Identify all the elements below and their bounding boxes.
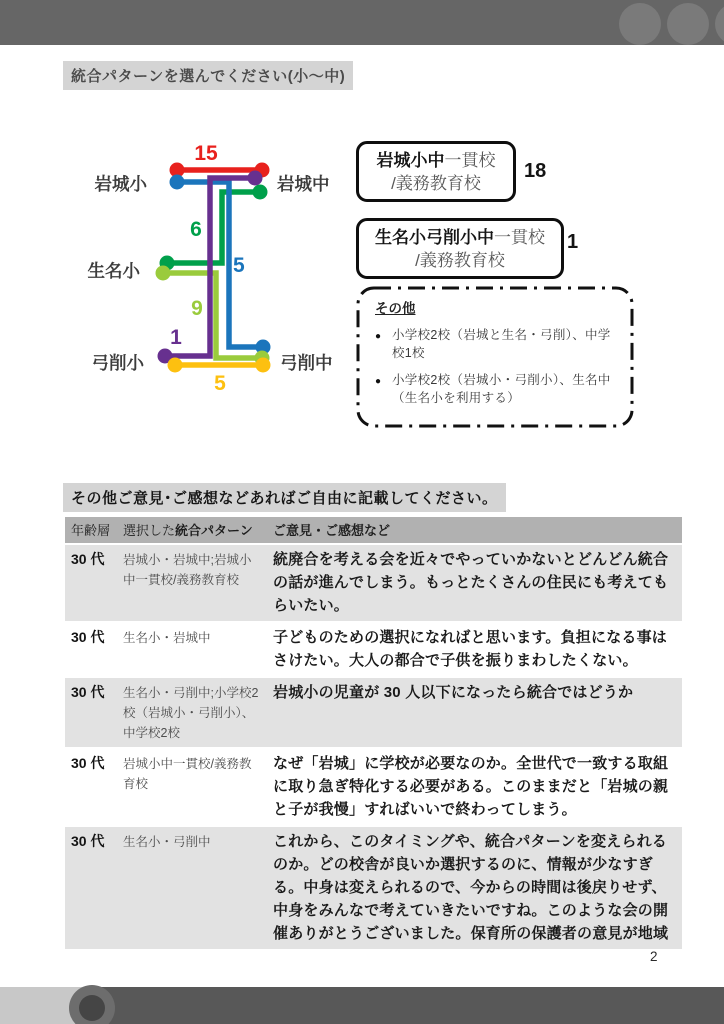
- cell-pattern: 岩城小・岩城中;岩城小中一貫校/義務教育校: [123, 553, 252, 587]
- other-title: その他: [375, 301, 416, 316]
- circle-decoration: [715, 3, 724, 45]
- other-item-text: 小学校2校（岩城と生名・弓削）、中学校1校: [392, 328, 611, 360]
- cell-age: 30 代: [71, 629, 105, 645]
- other-item-text: 小学校2校（岩城小・弓削小）、生名中（生名小を利用する）: [392, 373, 611, 405]
- cell-comment: 岩城小の児童が 30 人以下になったら統合ではどうか: [273, 684, 634, 701]
- other-options-box: [354, 284, 636, 430]
- node-label-yugesho: 弓削小: [91, 353, 144, 373]
- node-label-yugechu: 弓削中: [280, 353, 333, 373]
- node-dot: [170, 175, 185, 190]
- edge-ikinasho-iwagichu: [167, 192, 260, 263]
- table-row: [65, 749, 682, 825]
- cell-pattern: 生名小・岩城中: [123, 631, 211, 645]
- header-pattern: 選択した統合パターン: [123, 523, 253, 538]
- edge-count: 5: [214, 372, 226, 395]
- edge-count: 15: [194, 142, 218, 165]
- section-title-pattern: 統合パターンを選んでください(小～中): [63, 61, 353, 90]
- integration-pattern-diagram: [0, 0, 360, 410]
- option-count-ikina-yuge: 1: [567, 231, 579, 253]
- option-label: 生名小弓削小中一貫校: [375, 228, 545, 247]
- other-options-content: [375, 297, 615, 416]
- cell-age: 30 代: [71, 833, 105, 849]
- table-row: [65, 623, 682, 676]
- edge-count: 5: [233, 254, 245, 277]
- node-dot: [156, 266, 171, 281]
- cell-comment: 統廃合を考える会を近々でやっていかないとどんどん統合の話が進んでしまう。もっとたくさんの住民にも考えてもらいたい。: [273, 551, 669, 614]
- node-label-iwagichu: 岩城中: [277, 174, 330, 194]
- option-label: 岩城小中一貫校: [376, 151, 496, 170]
- option-box-ikina-yuge-unified: [356, 218, 564, 279]
- table-header-row: [65, 517, 682, 543]
- option-box-iwagi-unified: [356, 141, 516, 202]
- cell-comment: なぜ「岩城」に学校が必要なのか。全世代で一致する取組に取り急ぎ特化する必要がある。このままだと「岩城の親と子が我慢」すればいいで終わってしまう。: [273, 755, 669, 818]
- comments-table: [65, 517, 682, 949]
- other-item: [375, 371, 615, 407]
- other-item: [375, 326, 615, 362]
- edge-count: 1: [170, 326, 182, 349]
- cell-pattern: 岩城小中一貫校/義務教育校: [123, 757, 252, 791]
- bullet-icon: ●: [375, 376, 382, 387]
- circle-decoration-core: [79, 995, 105, 1021]
- cell-age: 30 代: [71, 755, 105, 771]
- table-row: [65, 545, 682, 621]
- node-dot: [256, 358, 271, 373]
- option-label-line2: /義務教育校: [391, 174, 481, 193]
- cell-comment: 子どものための選択になればと思います。負担になる事はさけたい。大人の都合で子供を振りまわしたくない。: [273, 629, 668, 669]
- edge-count: 9: [191, 297, 203, 320]
- header-comment: ご意見・ご感想など: [273, 523, 391, 538]
- node-dot: [253, 185, 268, 200]
- header-age: 年齢層: [71, 523, 111, 538]
- circle-decoration: [667, 3, 709, 45]
- bullet-icon: ●: [375, 331, 382, 342]
- node-dot: [168, 358, 183, 373]
- node-label-ikinasho: 生名小: [87, 261, 140, 281]
- cell-age: 30 代: [71, 684, 105, 700]
- section-title-comments: その他ご意見･ご感想などあればご自由に記載してください。: [63, 483, 506, 512]
- node-dot: [248, 171, 263, 186]
- circle-decoration: [619, 3, 661, 45]
- cell-pattern: 生名小・弓削中: [123, 835, 211, 849]
- node-label-iwagisho: 岩城小: [94, 174, 147, 194]
- option-label-line2: /義務教育校: [415, 251, 505, 270]
- page-number: 2: [650, 949, 658, 964]
- option-count-iwagi: 18: [524, 160, 547, 182]
- table-row: [65, 678, 682, 747]
- table-body: [65, 545, 682, 949]
- cell-pattern: 生名小・弓削中;小学校2校（岩城小・弓削小）、中学校2校: [123, 686, 259, 740]
- footer-band-dark: [95, 987, 724, 1024]
- edge-count: 6: [190, 218, 202, 241]
- cell-comment: これから、このタイミングや、統合パターンを変えられるのか。どの校舎が良いか選択するのに、情報が少なすぎる。中身は変えられるので、今からの時間は後戻りせず、中身をみんなで考えていきたいですね。このような会の開催ありがとうございました。保育所の保護者の意見が地域: [273, 833, 669, 942]
- table-row: [65, 827, 682, 949]
- cell-age: 30 代: [71, 551, 105, 567]
- circle-decoration: [69, 985, 115, 1024]
